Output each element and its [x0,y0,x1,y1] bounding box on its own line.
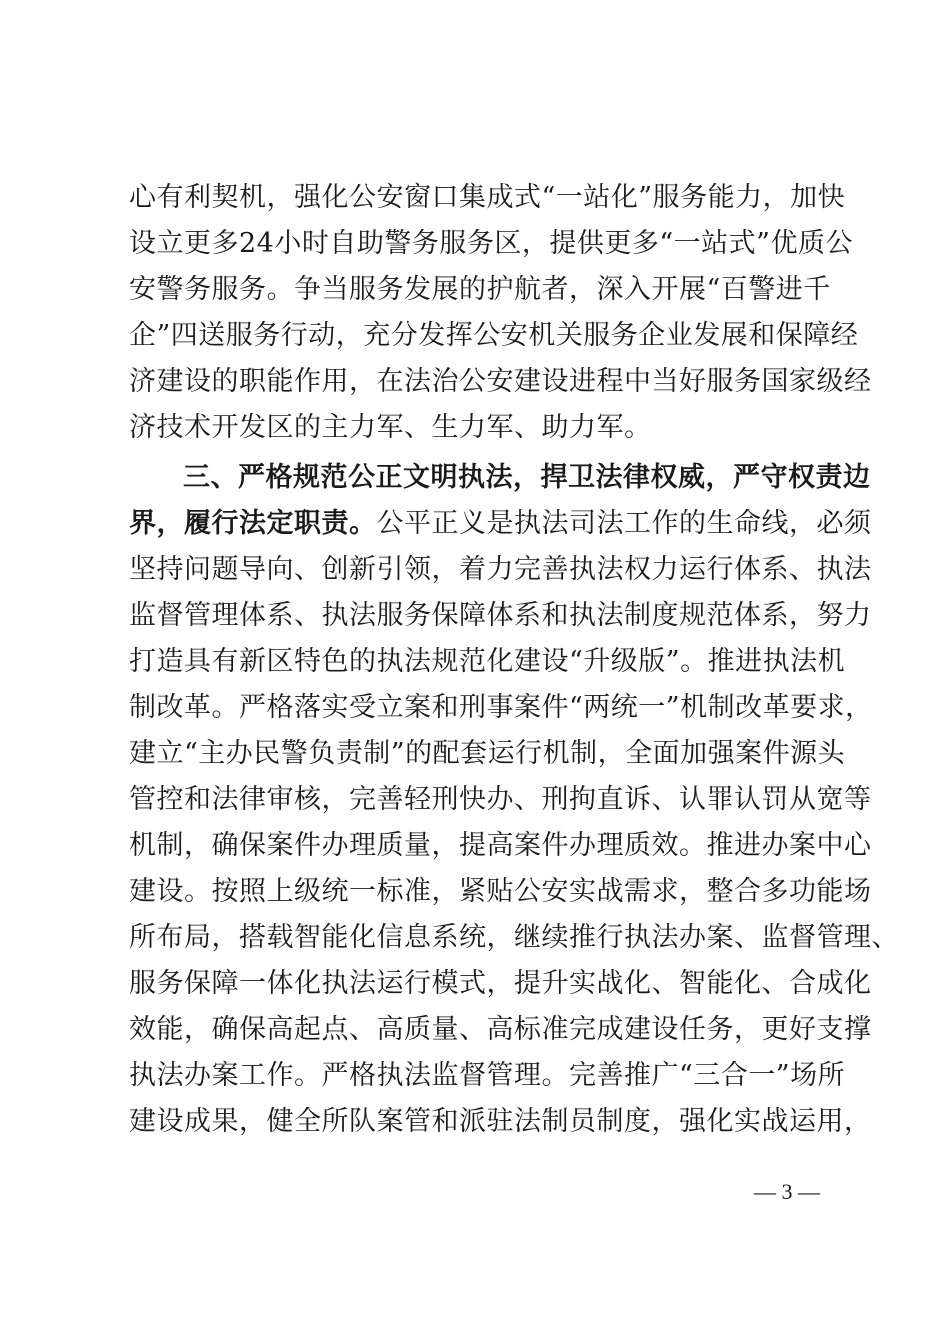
section-heading: 三、严格规范公正文明执法，捍卫法律权威，严守权责边 [183,462,871,493]
paragraph-line: 企”四送服务行动，充分发挥公安机关服务企业发展和保障经 [129,320,859,351]
paragraph-line: 效能，确保高起点、高质量、高标准完成建设任务，更好支撑 [129,1014,872,1045]
paragraph-line: 机制，确保案件办理质量，提高案件办理质效。推进办案中心 [129,830,872,861]
paragraph-line: 建设。按照上级统一标准，紧贴公安实战需求，整合多功能场 [129,876,872,907]
paragraph-line: 济技术开发区的主力军、生力军、助力军。 [129,412,652,443]
paragraph-line: 济建设的职能作用，在法治公安建设进程中当好服务国家级经 [129,366,872,397]
paragraph-text: 公平正义是执法司法工作的生命线，必须 [376,508,872,539]
paragraph-line: 执法办案工作。严格执法监督管理。完善推广“三合一”场所 [129,1060,846,1091]
paragraph-line: 建设成果，健全所队案管和派驻法制员制度，强化实战运用， [129,1106,872,1137]
paragraph-line: 建立“主办民警负责制”的配套运行机制，全面加强案件源头 [129,738,846,769]
paragraph-line: 监督管理体系、执法服务保障体系和执法制度规范体系，努力 [129,600,872,631]
paragraph-line: 所布局，搭载智能化信息系统，继续推行执法办案、监督管理、 [129,922,899,953]
paragraph-line: 心有利契机，强化公安窗口集成式“一站化”服务能力，加快 [129,182,846,213]
paragraph-line: 管控和法律审核，完善轻刑快办、刑拘直诉、认罪认罚从宽等 [129,784,872,815]
paragraph-line: 打造具有新区特色的执法规范化建设“升级版”。推进执法机 [129,646,846,677]
page-number: — 3 — [754,1179,820,1204]
paragraph-line: 坚持问题导向、创新引领，着力完善执法权力运行体系、执法 [129,554,872,585]
paragraph-line: 制改革。严格落实受立案和刑事案件“两统一”机制改革要求， [129,692,873,723]
paragraph-line: 服务保障一体化执法运行模式，提升实战化、智能化、合成化 [129,968,872,999]
section-heading-continuation [129,501,872,547]
paragraph-line: 设立更多24小时自助警务服务区，提供更多“一站式”优质公 [129,228,853,259]
paragraph-line: 安警务服务。争当服务发展的护航者，深入开展“百警进千 [129,274,831,305]
section-heading-tail: 界，履行法定职责。 [129,508,377,539]
